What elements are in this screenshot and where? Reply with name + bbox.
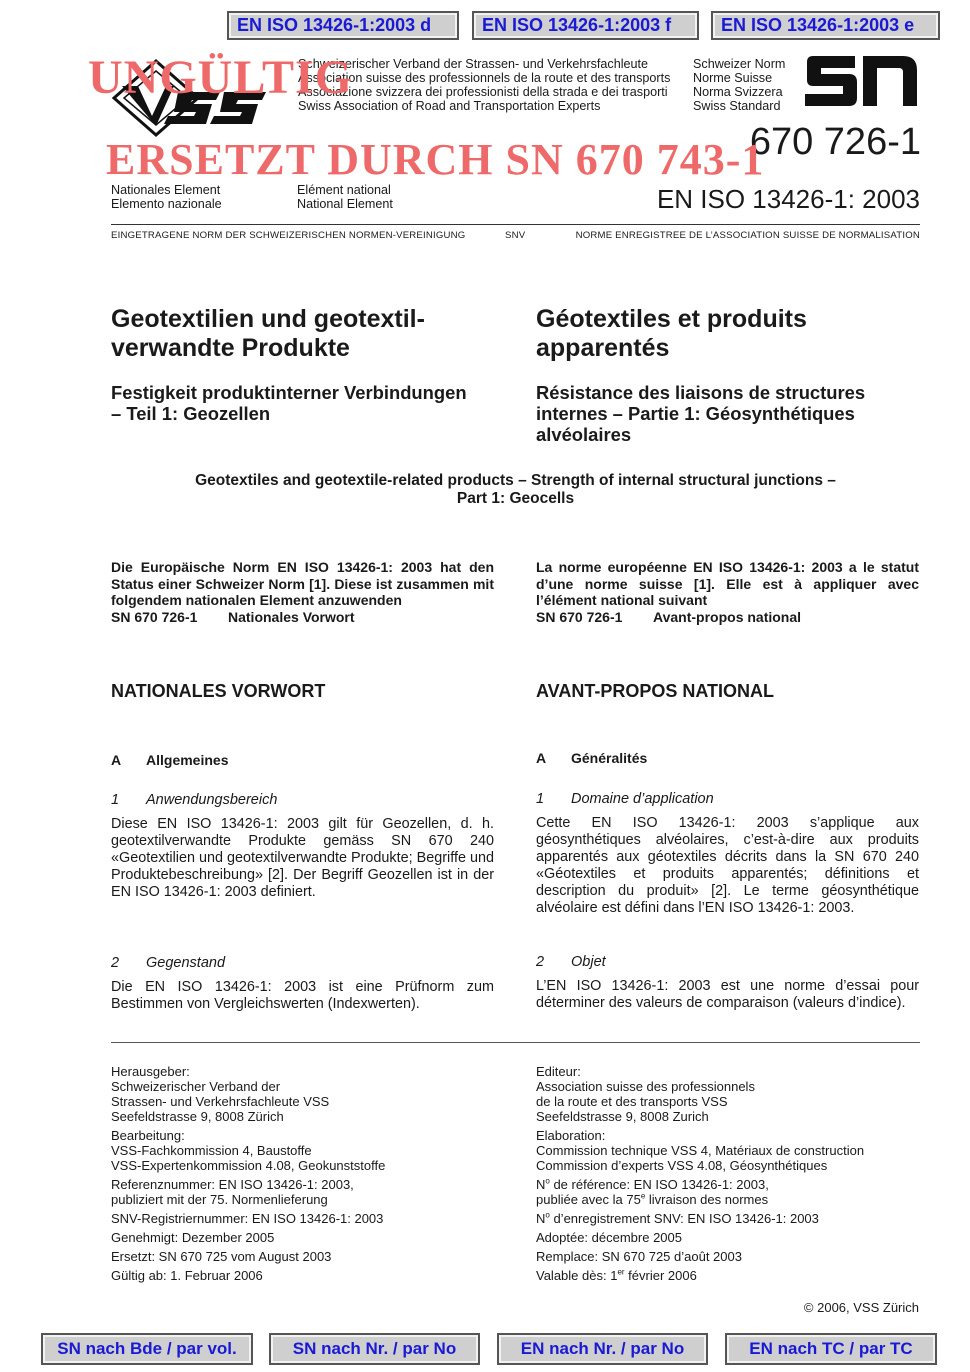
subsection-1-de bbox=[111, 792, 277, 808]
subtitle-fr bbox=[536, 382, 920, 445]
section-a-title-fr: Généralités bbox=[571, 750, 648, 766]
section-a-letter-fr: A bbox=[536, 750, 547, 766]
imprint-de-publication: publiziert mit der 75. Normenlieferung bbox=[111, 1192, 328, 1207]
registration-text-fr: NORME ENREGISTREE DE L’ASSOCIATION SUISSE DE NORMALISATION bbox=[575, 230, 920, 241]
norm-type-en: Swiss Standard bbox=[693, 99, 781, 113]
imprint-de bbox=[111, 1064, 521, 1283]
imprint-de-approved: Genehmigt: Dezember 2005 bbox=[111, 1230, 275, 1245]
heading-avant-propos: AVANT-PROPOS NATIONAL bbox=[536, 681, 774, 701]
intro-de-text: Die Europäische Norm EN ISO 13426-1: 2003 hat den Status einer Schweizer Norm [1]. Diese ist zusammen mit folgendem nationalen Element anzuwenden bbox=[111, 559, 494, 608]
subsection-2-text-de: Die EN ISO 13426-1: 2003 ist eine Prüfnorm zum Bestimmen von Vergleichswerten (Indexwerten). bbox=[111, 979, 494, 1012]
imprint-fr-editing-line1: Commission technique VSS 4, Matériaux de construction bbox=[536, 1143, 865, 1158]
registration-snv: SNV bbox=[505, 230, 526, 241]
subsection-1-number-fr: 1 bbox=[536, 791, 545, 807]
subsection-2-fr bbox=[536, 954, 606, 970]
subtitle-fr-line1: Résistance des liaisons de structures bbox=[536, 382, 866, 403]
subsection-1-title-fr: Domaine d’application bbox=[571, 791, 714, 807]
subsection-2-number-fr: 2 bbox=[536, 954, 545, 970]
title-en bbox=[111, 472, 920, 508]
title-fr-line2: apparentés bbox=[536, 334, 670, 362]
nav-button-en-iso-d[interactable]: EN ISO 13426-1:2003 d bbox=[227, 11, 459, 40]
imprint-fr-publication bbox=[536, 1192, 920, 1207]
imprint-fr-approved: Adoptée: décembre 2005 bbox=[536, 1230, 682, 1245]
subsection-2-de bbox=[111, 955, 225, 971]
watermark-invalid: UNGÜLTIG bbox=[88, 51, 353, 104]
imprint-fr-snv-rest: d’enregistrement SNV: EN ISO 13426-1: 2003 bbox=[549, 1211, 819, 1226]
nav-button-en-iso-f[interactable]: EN ISO 13426-1:2003 f bbox=[472, 11, 699, 40]
imprint-fr-snv-sup: o bbox=[545, 1210, 550, 1220]
org-name-it: Associazione svizzera dei professionisti della strada e dei trasporti bbox=[298, 85, 668, 99]
footer-rule bbox=[111, 1042, 920, 1043]
nav-button-en-by-number[interactable]: EN nach Nr. / par No bbox=[497, 1333, 708, 1365]
imprint-de-editing-label: Bearbeitung: bbox=[111, 1128, 185, 1143]
element-label-fr: Elément national bbox=[297, 183, 391, 197]
subtitle-de-line1: Festigkeit produktinterner Verbindungen bbox=[111, 382, 467, 403]
subtitle-fr-line3: alvéolaires bbox=[536, 424, 632, 445]
imprint-de-publisher-address: Seefeldstrasse 9, 8008 Zürich bbox=[111, 1109, 284, 1124]
imprint-de-editing-line1: VSS-Fachkommission 4, Baustoffe bbox=[111, 1143, 312, 1158]
intro-de bbox=[111, 559, 494, 625]
subsection-2-number-de: 2 bbox=[111, 955, 120, 971]
imprint-fr-valid-rest: février 2006 bbox=[624, 1268, 697, 1283]
nav-button-en-by-tc[interactable]: EN nach TC / par TC bbox=[725, 1333, 937, 1365]
en-number: EN ISO 13426-1: 2003 bbox=[656, 184, 920, 214]
norm-type-labels bbox=[693, 57, 785, 113]
nav-button-en-iso-e[interactable]: EN ISO 13426-1:2003 e bbox=[711, 11, 940, 40]
title-de-line1: Geotextilien und geotextil- bbox=[111, 305, 425, 333]
element-labels-left bbox=[111, 183, 222, 211]
intro-de-ref-number: SN 670 726-1 bbox=[111, 608, 198, 625]
subsection-2-title-fr: Objet bbox=[571, 954, 606, 970]
organisation-names bbox=[298, 57, 670, 113]
subsection-1-fr bbox=[536, 791, 714, 807]
imprint-fr-snv-number bbox=[536, 1211, 920, 1226]
subsection-1-text-de: Diese EN ISO 13426-1: 2003 gilt für Geozellen, d. h. geotextilverwandte Produkte gemäss SN 670 240 «Geotextilien und geotextilverwandte Produkte; Begriffe und Produktebeschreibung» [2]. Der Begriff Geozellen ist in der EN ISO 13426-1: 2003 definiert. bbox=[111, 816, 494, 900]
subtitle-de bbox=[111, 382, 511, 424]
imprint-fr bbox=[536, 1064, 920, 1283]
element-label-en: National Element bbox=[297, 197, 393, 211]
subsection-1-text-fr: Cette EN ISO 13426-1: 2003 s’applique aux géosynthétiques alvéolaires, c’est-à-dire aux produits apparentés aux géotextiles décrits dans la SN 670 240 «Géotextiles et produits apparentés; définitions et description du produit» [2]. Le terme géosynthétique alvéolaire est défini dans l’EN ISO 13426-1: 2003. bbox=[536, 815, 919, 916]
subsection-1-title-de: Anwendungsbereich bbox=[146, 792, 278, 808]
section-a-de bbox=[111, 752, 228, 768]
sn-logo bbox=[803, 52, 921, 110]
watermark-replaced-by: ERSETZT DURCH SN 670 743-1 bbox=[106, 135, 765, 184]
imprint-de-snv-number: SNV-Registriernummer: EN ISO 13426-1: 2003 bbox=[111, 1211, 384, 1226]
subsection-2-text-fr: L’EN ISO 13426-1: 2003 est une norme d’essai pour déterminer des valeurs de comparaison (valeurs d’indice). bbox=[536, 978, 919, 1011]
subsection-1-number-de: 1 bbox=[111, 792, 120, 808]
imprint-fr-pub-prefix: publiée avec la 75 bbox=[536, 1192, 641, 1207]
imprint-fr-valid-sup: er bbox=[617, 1267, 625, 1277]
intro-de-ref-label: Nationales Vorwort bbox=[228, 608, 355, 625]
imprint-fr-pub-sup: e bbox=[640, 1191, 646, 1201]
heading-national-foreword: NATIONALES VORWORT bbox=[111, 681, 326, 701]
subtitle-fr-line2: internes – Partie 1: Géosynthétiques bbox=[536, 403, 855, 424]
nav-button-sn-by-volume[interactable]: SN nach Bde / par vol. bbox=[41, 1333, 253, 1365]
imprint-de-replaces: Ersetzt: SN 670 725 vom August 2003 bbox=[111, 1249, 332, 1264]
imprint-de-publisher-label: Herausgeber: bbox=[111, 1064, 190, 1079]
title-fr-line1: Géotextiles et produits bbox=[536, 305, 807, 333]
intro-fr-ref-label: Avant-propos national bbox=[653, 608, 802, 625]
title-de-line2: verwandte Produkte bbox=[111, 334, 350, 362]
imprint-fr-reference bbox=[536, 1177, 920, 1192]
registration-text-de: EINGETRAGENE NORM DER SCHWEIZERISCHEN NORMEN-VEREINIGUNG bbox=[111, 230, 466, 241]
title-en-line1: Geotextiles and geotextile-related products – Strength of internal structural junctions – bbox=[195, 472, 836, 489]
subtitle-de-line2: – Teil 1: Geozellen bbox=[111, 403, 271, 424]
imprint-fr-ref-sup: o bbox=[545, 1176, 550, 1186]
imprint-de-reference: Referenznummer: EN ISO 13426-1: 2003, bbox=[111, 1177, 354, 1192]
copyright: © 2006, VSS Zürich bbox=[803, 1300, 919, 1315]
intro-fr-ref-number: SN 670 726-1 bbox=[536, 608, 623, 625]
intro-fr bbox=[536, 559, 919, 625]
nav-button-sn-by-number[interactable]: SN nach Nr. / par No bbox=[269, 1333, 480, 1365]
imprint-fr-editing-label: Elaboration: bbox=[536, 1128, 606, 1143]
imprint-fr-ref-rest: de référence: EN ISO 13426-1: 2003, bbox=[549, 1177, 769, 1192]
section-a-fr bbox=[536, 750, 647, 766]
imprint-fr-replaces: Remplace: SN 670 725 d’août 2003 bbox=[536, 1249, 742, 1264]
title-de bbox=[111, 305, 511, 363]
sn-number: 670 726-1 bbox=[749, 121, 921, 163]
element-label-de: Nationales Element bbox=[111, 183, 221, 197]
norm-type-fr: Norme Suisse bbox=[693, 71, 773, 85]
section-a-title-de: Allgemeines bbox=[146, 752, 229, 768]
imprint-de-publisher-line1: Schweizerischer Verband der bbox=[111, 1079, 281, 1094]
section-a-letter-de: A bbox=[111, 752, 122, 768]
imprint-de-valid-from: Gültig ab: 1. Februar 2006 bbox=[111, 1268, 263, 1283]
imprint-fr-editing-line2: Commission d’experts VSS 4.08, Géosynthétiques bbox=[536, 1158, 828, 1173]
norm-type-it: Norma Svizzera bbox=[693, 85, 783, 99]
registration-rule bbox=[111, 224, 920, 225]
imprint-fr-valid-from bbox=[536, 1268, 920, 1283]
element-label-it: Elemento nazionale bbox=[111, 197, 222, 211]
org-name-en: Swiss Association of Road and Transportation Experts bbox=[298, 99, 601, 113]
imprint-fr-publisher-address: Seefeldstrasse 9, 8008 Zurich bbox=[536, 1109, 709, 1124]
imprint-fr-ref-prefix: N bbox=[536, 1177, 546, 1192]
org-name-fr: Association suisse des professionnels de la route et des transports bbox=[298, 71, 671, 85]
org-name-de: Schweizerischer Verband der Strassen- und Verkehrsfachleute bbox=[298, 57, 649, 71]
imprint-fr-snv-prefix: N bbox=[536, 1211, 546, 1226]
element-labels-right bbox=[297, 183, 393, 211]
imprint-fr-valid-prefix: Valable dès: 1 bbox=[536, 1268, 618, 1283]
subsection-2-title-de: Gegenstand bbox=[146, 955, 226, 971]
imprint-de-editing-line2: VSS-Expertenkommission 4.08, Geokunststoffe bbox=[111, 1158, 386, 1173]
imprint-fr-pub-rest: livraison des normes bbox=[645, 1192, 769, 1207]
norm-type-de: Schweizer Norm bbox=[693, 57, 786, 71]
imprint-fr-publisher-line2: de la route et des transports VSS bbox=[536, 1094, 728, 1109]
imprint-fr-publisher-label: Editeur: bbox=[536, 1064, 581, 1079]
imprint-de-publisher-line2: Strassen- und Verkehrsfachleute VSS bbox=[111, 1094, 330, 1109]
imprint-fr-publisher-line1: Association suisse des professionnels bbox=[536, 1079, 755, 1094]
title-en-line2: Part 1: Geocells bbox=[456, 490, 575, 507]
intro-fr-text: La norme européenne EN ISO 13426-1: 2003 a le statut d’une norme suisse [1]. Elle est à appliquer avec l’élément national suivant bbox=[536, 559, 919, 608]
title-fr bbox=[536, 305, 920, 363]
